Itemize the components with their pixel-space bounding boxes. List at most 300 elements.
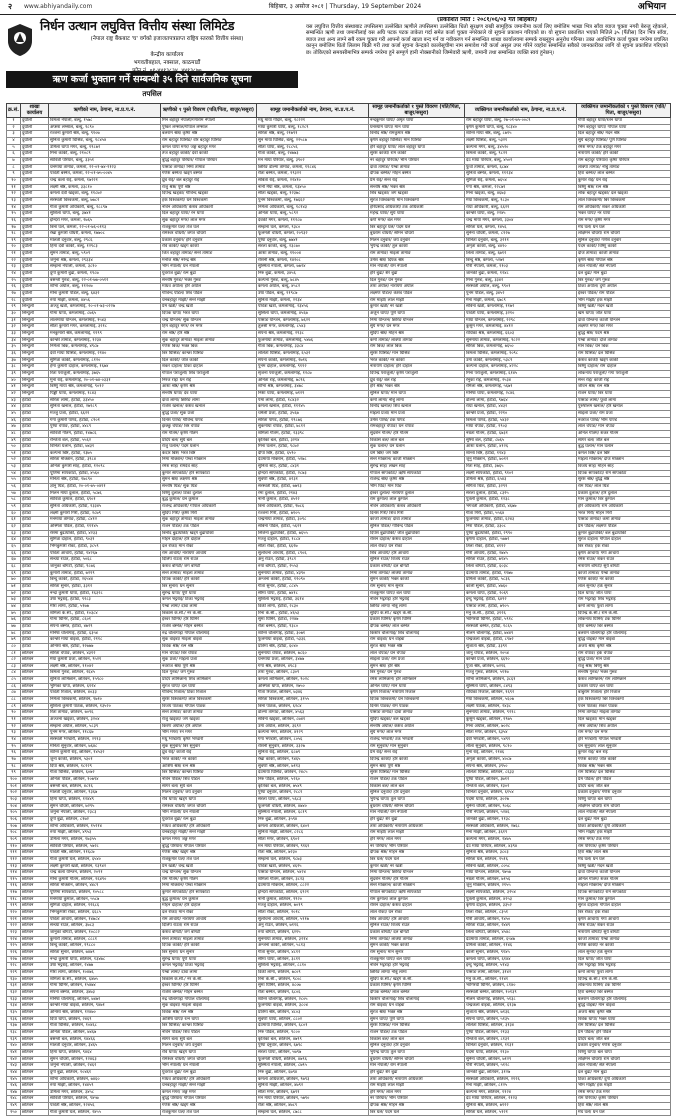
table-cell: छतिवन: [21, 697, 49, 704]
table-cell: बलराम श्रेष्ठ/ कृष्ण श्रेष्ठ: [161, 131, 257, 138]
table-cell: १४३: [7, 1063, 21, 1070]
table-cell: बिर रोका/ हर्क रोका: [577, 910, 671, 917]
table-cell: १४४: [7, 1069, 21, 1076]
table-cell: अमृता कार्की, बल्दु, ४४१०: [465, 244, 577, 251]
table-cell: कर्मा लामा/ फुर्वा लामा: [577, 603, 671, 610]
table-cell: राम माझी/ लाल माझी: [369, 297, 465, 304]
table-cell: मधु भण्डारी/ कृष्ण भण्डारी: [161, 737, 257, 744]
table-cell: भरत कार्की/ नर कार्की: [369, 357, 465, 364]
table-cell: छतिवन: [21, 763, 49, 770]
table-cell: सिन्धुली: [21, 337, 49, 344]
table-cell: लोकनाथ घिमिरे/ टंक घिमिरे: [577, 983, 671, 990]
table-cell: सुरेश घिसिङ/ मान घिसिङ: [369, 770, 465, 777]
table-cell: भक्त थापा/ नर थापा: [577, 211, 671, 218]
table-cell: केशव कार्की/ खड्ग कार्की: [577, 357, 671, 364]
table-cell: ६७: [7, 557, 21, 564]
table-cell: मान चेपाङ/ बिर चेपाङ: [161, 650, 257, 657]
table-cell: राजन थापा/ बिर थापा: [577, 390, 671, 397]
table-cell: राजेश बस्नेत/ मोहन बस्नेत: [161, 989, 257, 996]
table-cell: छतिवन: [21, 1009, 49, 1016]
table-cell: अस्मिता पौडेल, हेटौंडा, १११४५: [49, 524, 161, 531]
table-cell: जानुका बोगटी, हेटौंडा, ९८७६: [49, 563, 161, 570]
table-cell: दिपक थापा/ भरत थापा: [161, 311, 257, 318]
table-cell: ललिता घिसिङ, कमलामाई, ६५३२: [257, 350, 369, 357]
table-cell: सीता खड्का, बल्दु, १२३७८: [257, 191, 369, 198]
table-cell: १५०: [7, 1109, 21, 1116]
table-cell: ९९: [7, 770, 21, 777]
table-cell: माइला मोक्तान/ दोर्जे मोक्तान: [577, 883, 671, 890]
table-cell: दुधौली: [21, 271, 49, 278]
table-cell: पदमा थापा, छतिवन, २१३०: [465, 1049, 577, 1056]
table-cell: सुनिल दनुवार/ हरि दनुवार: [369, 1043, 465, 1050]
table-cell: कान्छी थापा, बल्दु, २२४५: [465, 211, 577, 218]
table-cell: शर्मिला के.सी., छतिवन, ६४७५: [49, 976, 161, 983]
table-cell: सुरेन्द्र थापा/ पूर्ण थापा: [161, 590, 257, 597]
table-cell: हेटौंडा: [21, 437, 49, 444]
table-cell: रोशन दाहाल/ केशव दाहाल: [369, 903, 465, 910]
table-cell: छतिवन: [21, 743, 49, 750]
table-cell: कमला अधिकारी, छतिवन, ९७९३: [257, 1076, 369, 1083]
table-cell: हिमा देवी कार्की, बल्दु, १२९८३: [49, 244, 161, 251]
table-cell: पुष्पा बुढाथोकी, हेटौंडा, २९९०: [465, 530, 577, 537]
table-cell: सरिता मोक्तान, छतिवन, ४४८९: [49, 883, 161, 890]
table-cell: छतिवन: [21, 950, 49, 957]
table-row: [7, 377, 671, 384]
table-cell: रञ्जना कुमारी श्रेष्ठ, बल्दु, ९१०७: [49, 131, 161, 138]
table-cell: निमा तामाङ/ लाक्पा तामाङ: [369, 936, 465, 943]
table-cell: सीता रोका, छतिवन, २०१८: [257, 910, 369, 917]
table-cell: हेटौंडा: [21, 563, 49, 570]
table-cell: ११८: [7, 896, 21, 903]
table-cell: प्रकाश बोगटी/ दल बोगटी: [369, 563, 465, 570]
table-cell: सुनिता खनाल, हेटौंडा, २७१८९: [49, 404, 161, 411]
table-cell: कर्मा तामाङ/ लाक्पा तामाङ: [369, 337, 465, 344]
table-cell: विनोद खनाल/ शिव खनाल: [369, 404, 465, 411]
table-cell: छतिवन: [21, 970, 49, 977]
table-cell: सिन्धुली: [21, 390, 49, 397]
table-cell: गणेश कार्की/ नर कार्की: [577, 577, 671, 584]
table-cell: मनोज श्रेष्ठ/ नरेन्द्र श्रेष्ठ: [161, 257, 257, 264]
table-cell: सावित्री गौतम, हेटौंडा, १४७८६: [49, 430, 161, 437]
table-cell: बाबुराम रिजाल/ हरि रिजाल: [577, 690, 671, 697]
table-cell: सन्ते तामाङ/ काजी तामाङ: [161, 710, 257, 717]
table-cell: ७८: [7, 630, 21, 637]
table-cell: उषा पौडेल, बल्दु, ११९८७: [257, 291, 369, 298]
column-header: व्यक्तिगत जमानीकर्ताको नाम, ठेगाना, ना.प्र.प.नं.: [465, 104, 577, 118]
table-cell: रमेश मगर/ टेक बहादुर मगर: [577, 144, 671, 151]
table-cell: छतिवन: [21, 1076, 49, 1083]
table-cell: दिपक विश्वकर्मा/ धन विश्वकर्मा: [369, 697, 465, 704]
table-cell: सुलोचना आचार्य, हेटौंडा, ८९०६: [257, 550, 369, 557]
table-cell: रामेश्वर चौधरी/ जगत चौधरी: [161, 1056, 257, 1063]
table-cell: मञ्जु दाहाल, हेटौंडा, १८८४: [257, 537, 369, 544]
table-cell: सन्तोष गुरुङ/ भक्त गुरुङ: [577, 670, 671, 677]
table-cell: दिपेन्द्र खड्का/ गोविन्द खड्का: [161, 191, 257, 198]
table-cell: मीना कुमारी पौडेल, बल्दु, ६४३२: [49, 291, 161, 298]
table-cell: नर बहादुर परियार/ भीम परियार: [369, 157, 465, 164]
table-cell: दीपक बस्नेत/ लाल बस्नेत: [369, 623, 465, 630]
table-cell: उमा कार्की, कमलामाई, ५३८९: [465, 357, 577, 364]
table-cell: छतिवन: [21, 989, 49, 996]
table-cell: दावा योन्जन/ काजी योन्जन: [577, 870, 671, 877]
table-cell: १०४: [7, 803, 21, 810]
table-cell: गीता सुनार, हेटौंडा, ८८४५: [257, 583, 369, 590]
table-cell: रमेश मगर/ टेक मगर: [577, 836, 671, 843]
table-cell: बुद्धि वाइबा/ मान वाइबा: [577, 1003, 671, 1010]
table-cell: रामबहादुर चेपाङ/ धन चेपाङ: [369, 424, 465, 431]
table-row: [7, 590, 671, 597]
table-cell: दिनेश पाण्डे/ गोविन्द पाण्डे: [161, 417, 257, 424]
table-cell: कुमारी तामाङ, हेटौंडा, ७२१९: [49, 570, 161, 577]
table-cell: नानी कुमाल, हेटौंडा, ४५२२: [257, 497, 369, 504]
table-row: [7, 450, 671, 457]
table-cell: छतिवन: [21, 1089, 49, 1096]
table-cell: कुमार खत्री/ नर खत्री: [369, 863, 465, 870]
table-cell: डिकी लामा, छतिवन, ७८०९: [257, 970, 369, 977]
table-cell: राम श्रेष्ठ/ हरि श्रेष्ठ: [161, 331, 257, 338]
table-cell: ७: [7, 157, 21, 164]
table-cell: विवेक श्रेष्ठ/ रत्न श्रेष्ठ: [161, 643, 257, 650]
table-cell: सुरेश कार्की/ राम कार्की: [369, 151, 465, 158]
table-cell: प्रकाश दनुवार/ हरि दनुवार: [161, 237, 257, 244]
table-cell: विनोद श्रेष्ठ/ रामकुमार श्रेष्ठ: [369, 131, 465, 138]
table-cell: सरिता घले, छतिवन, ५१२१: [465, 1109, 577, 1116]
table-row: [7, 723, 671, 730]
table-cell: १३४: [7, 1003, 21, 1010]
table-cell: दुधौली: [21, 251, 49, 258]
table-row: [7, 1103, 671, 1110]
table-cell: छतिवन: [21, 1043, 49, 1050]
table-cell: सुनिल राउत/ विजय राउत: [369, 923, 465, 930]
table-cell: काजी तामाङ/ दावा तामाङ: [369, 517, 465, 524]
table-cell: राम चेपाङ/ हर्क चेपाङ: [577, 650, 671, 657]
table-cell: छतिवन: [21, 1063, 49, 1070]
table-cell: मोहन दाहाल/ हरि दाहाल: [161, 903, 257, 910]
table-cell: देउमाया घिसिङ, छतिवन, २४८५: [257, 770, 369, 777]
table-cell: कमला लामिछाने, छतिवन, ९०२८: [257, 677, 369, 684]
table-cell: टिका अधिकारी/ दुर्गा अधिकारी: [577, 823, 671, 830]
table-cell: सरिता घले, छतिवन, १५१६: [465, 856, 577, 863]
table-row: [7, 171, 671, 178]
table-cell: दुधौली: [21, 204, 49, 211]
table-cell: छतिवन: [21, 923, 49, 930]
table-row: [7, 930, 671, 937]
table-cell: सरिता पाण्डे, हेटौंडा, १९८७६: [257, 417, 369, 424]
table-cell: १३३: [7, 996, 21, 1003]
table-cell: देउ माया परियार, छतिवन, २१२३: [465, 1096, 577, 1103]
table-cell: भीम मगर/ रन मगर: [161, 730, 257, 737]
table-cell: हेटौंडा: [21, 470, 49, 477]
table-cell: तिला रोका, छतिवन, ८३५१: [465, 910, 577, 917]
table-cell: १०६: [7, 816, 21, 823]
table-cell: रन्जिता बल, छतिवन, ८१३२: [465, 1036, 577, 1043]
table-cell: हर्क विश्वकर्मा/ बिर विश्वकर्मा: [577, 697, 671, 704]
table-cell: लक्ष्मी कुमारी गिरी, हेटौंडा, २८७९: [49, 510, 161, 517]
table-cell: प्रमिला कार्की, हेटौंडा, ५८३६: [465, 577, 577, 584]
table-row: [7, 151, 671, 158]
table-cell: बलराम चौलागाईं/ हरि चौलागाईं: [577, 630, 671, 637]
table-cell: लिला बोगटी, छतिवन, ४५४८: [465, 930, 577, 937]
table-cell: दीपक बस्नेत/ मोहन बस्नेत: [369, 171, 465, 178]
table-row: [7, 910, 671, 917]
table-cell: कल्पना दाहाल, कमलामाई, ४२२८: [465, 364, 577, 371]
table-cell: युवराज बुढा/ रत्न बुढा: [161, 1069, 257, 1076]
table-cell: शान्ति कुमारी राई, छतिवन, १४५३२: [49, 750, 161, 757]
table-cell: सुनिता राई, छतिवन, ६८७९: [257, 750, 369, 757]
table-cell: प्रेम पौडेल/ हरि पौडेल: [577, 776, 671, 783]
table-cell: पुष्पा पौडेल, छतिवन, ३७१२: [465, 776, 577, 783]
table-cell: भीम नेपाली/ धन नेपाली: [161, 810, 257, 817]
table-cell: राम सुनुवार/ मान सुनुवार: [369, 743, 465, 750]
table-cell: मान नेपाली/ राम नेपाली: [369, 1063, 465, 1070]
table-cell: १४: [7, 204, 21, 211]
table-cell: बुद्धि श्रेष्ठ/ पदम श्रेष्ठ: [577, 331, 671, 338]
table-cell: अनिता पौडेल, छतिवन, १०७९४: [49, 776, 161, 783]
table-cell: लक्ष्मी श्रेष्ठ, कमला, ३३८१०: [49, 184, 161, 191]
table-row: [7, 630, 671, 637]
table-cell: मान कुमाल/ बिर कुमाल: [577, 896, 671, 903]
table-cell: सरला थापा, छतिवन, ५६८३: [257, 796, 369, 803]
table-cell: रीता बस्नेत, हेटौंडा, ९३८०: [257, 623, 369, 630]
org-office: केन्द्रीय कार्यालय: [150, 52, 184, 58]
table-cell: लालमाया योन्जन, कमलामाई, १५४३: [49, 317, 161, 324]
table-cell: चन्द्र कला योन्जन, छतिवन, २०९१: [49, 870, 161, 877]
table-cell: सपना बस्नेत, हेटौंडा, ४७२९: [49, 623, 161, 630]
table-cell: धन सुनुवार/ लाल सुनुवार: [577, 743, 671, 750]
table-cell: सुमा घिमिरे, हेटौंडा, २२४७: [257, 617, 369, 624]
table-cell: सरिता बिक, कमलामाई, ७६५०: [465, 344, 577, 351]
table-cell: ध्रुव राई/ बल बहादुर राई: [161, 177, 257, 184]
table-cell: राम मगर/ धन मगर: [577, 730, 671, 737]
table-cell: सुक घलान/ धन घलान: [369, 444, 465, 451]
table-cell: सरस्वती भण्डारी, छतिवन, २९१३: [49, 737, 161, 744]
table-cell: सुर्य बहादुर घिसिङ/ पूर्ण घिसिङ: [577, 137, 671, 144]
table-cell: सुमित्रा राई, कमला, ७६५४: [465, 177, 577, 184]
table-cell: सबिता राई, कमला, २२४१०: [257, 177, 369, 184]
table-cell: उमेश श्रेष्ठ/ दिपक श्रेष्ठ: [369, 257, 465, 264]
table-cell: शान्ति माया श्रेष्ठ, बल्दु, ८७१५: [465, 131, 577, 138]
table-cell: गीता बिक, कमलामाई, ३३८४: [257, 344, 369, 351]
table-row: [7, 963, 671, 970]
table-cell: ५३: [7, 464, 21, 471]
table-cell: पार्वती थापा, कमलामाई, ३२१०: [465, 311, 577, 318]
table-cell: हेटौंडा: [21, 490, 49, 497]
table-cell: २३: [7, 264, 21, 271]
table-cell: राम माझी/ लाल माझी: [369, 1083, 465, 1090]
table-cell: तिला रोका, हेटौंडा, ४११२: [465, 544, 577, 551]
table-cell: मिन बहादुर नेपाली/गंगाराम नेपाली: [161, 118, 257, 125]
table-cell: सम्झना घले, छतिवन, ९८७३: [257, 856, 369, 863]
table-cell: हेटौंडा: [21, 484, 49, 491]
table-cell: राम माझी/ लाल माझी: [369, 830, 465, 837]
table-cell: केशव लामिछाने/ राम लामिछाने: [577, 677, 671, 684]
table-cell: १२०: [7, 910, 21, 917]
table-cell: १२९: [7, 970, 21, 977]
table-cell: बिष्णु खत्री/ मदन खत्री: [577, 863, 671, 870]
table-cell: सुस्मिता नेपाली, छतिवन, ८७९५: [257, 1063, 369, 1070]
table-cell: सुलोचना आचार्य, छतिवन, ५११७: [257, 916, 369, 923]
table-cell: गीता सुनार, छतिवन, ४८१२: [257, 950, 369, 957]
table-cell: छिरिङ लामा/ नोर्बु लामा: [369, 603, 465, 610]
table-cell: माया योन्जन, छतिवन, ९७५७: [465, 870, 577, 877]
table-cell: मेघ घले/ धन घले: [577, 224, 671, 231]
table-cell: १३२: [7, 989, 21, 996]
table-cell: छतिवन: [21, 843, 49, 850]
table-cell: पुष्कर लम्साल/गोपाल लम्साल: [161, 124, 257, 131]
table-cell: पूर्णिमा सापकोटा, छतिवन, १०५८८: [49, 890, 161, 897]
table-row: [7, 197, 671, 204]
table-cell: देवी माया घिसिङ, कमलामाई, २१४०: [49, 350, 161, 357]
table-cell: गीता कुमारी घले, छतिवन, ६५४०: [49, 856, 161, 863]
table-cell: दुधौली: [21, 124, 49, 131]
table-cell: छतिवन: [21, 856, 49, 863]
table-cell: पासाङ योन्जन, कमलामाई, ७६२१: [257, 317, 369, 324]
table-cell: ५१: [7, 450, 21, 457]
table-cell: सरस्वती बस्नेत, छतिवन, १०१३९: [465, 989, 577, 996]
table-cell: दुधौली: [21, 291, 49, 298]
table-cell: रमेश साह/ रामदेव साह: [161, 464, 257, 471]
table-row: [7, 903, 671, 910]
table-row: [7, 357, 671, 364]
table-cell: सुनिता श्रेष्ठ, छतिवन, ७१२२: [465, 1103, 577, 1110]
table-cell: माया योन्जन, कमलामाई, २२९८: [465, 317, 577, 324]
table-cell: सिर्जना बुढाथोकी, हेटौंडा, ७६५५: [257, 530, 369, 537]
table-cell: विनिता दनुवार, छतिवन, ११३१: [465, 1043, 577, 1050]
table-row: [7, 876, 671, 883]
table-cell: विजय साह/ मोहन साह: [577, 464, 671, 471]
table-row: [7, 444, 671, 451]
table-cell: बुद्धि परियार/ गोपाल परियार: [161, 1096, 257, 1103]
table-cell: शिव आचार्य/ हरि आचार्य: [369, 916, 465, 923]
table-row: [7, 177, 671, 184]
table-cell: नविन पौडेल/ शिव पौडेल: [161, 1029, 257, 1036]
table-cell: पुनम विश्वकर्मा, बल्दु, १७६६२: [257, 197, 369, 204]
table-cell: राम मगर/ कृष्ण मगर: [577, 217, 671, 224]
table-cell: ९६: [7, 750, 21, 757]
table-cell: गोपाल सापकोटा/ ऋषि सापकोटा: [369, 470, 465, 477]
table-cell: ३६: [7, 350, 21, 357]
table-cell: सुनिता श्रेष्ठ, छतिवन, ३८०३: [465, 850, 577, 857]
table-cell: रमेश राउत/ शंकर राउत: [577, 557, 671, 564]
table-cell: शर्मिला के.सी., हेटौंडा, १०३८४: [49, 610, 161, 617]
table-cell: राम बिक/ लाल बिक: [369, 344, 465, 351]
table-cell: सावित्री परियार, छतिवन, ९४५७: [49, 1096, 161, 1103]
table-cell: रुद्र चौलागाईं/ गोपाल चौलागाईं: [161, 996, 257, 1003]
column-header: सामूह जमानीकर्ताको नाम, ठेगाना, ना.प्र.प.नं.: [257, 104, 369, 118]
table-row: [7, 437, 671, 444]
table-cell: सुमन चौधरी, छतिवन, १२४६३: [49, 1056, 161, 1063]
table-cell: निरु पौडेल, छतिवन, ९८००: [257, 1029, 369, 1036]
table-row: [7, 670, 671, 677]
table-cell: जानुका बोगटी, छतिवन, १०८८२: [49, 930, 161, 937]
table-cell: सरस्वती विश्वकर्मा, बल्दु, ७७८२: [49, 197, 161, 204]
table-cell: निरा पौडेल, हेटौंडा, ३३०८: [465, 524, 577, 531]
table-cell: राम सुनार/ मान सुनार: [369, 950, 465, 957]
table-row: [7, 1003, 671, 1010]
table-cell: विनिता दनुवार, बल्दु, ३२११: [465, 237, 577, 244]
table-cell: पूर्णिमा सापकोटा, हेटौंडा, ४५६०: [49, 470, 161, 477]
table-cell: कमला अधिकारी, छतिवन, ६४०१: [257, 823, 369, 830]
table-cell: पुष्पा दनुवार, छतिवन, २८८१: [257, 790, 369, 797]
table-cell: राम घिसिङ/ दल घिसिङ: [577, 1023, 671, 1030]
table-cell: ललिता घिसिङ, छतिवन, ३१३४: [465, 1023, 577, 1030]
table-cell: सीता थापा, बल्दु, २८८५६: [257, 144, 369, 151]
table-cell: पुष्पा चेपाङ, हेटौंडा, ४४८९: [49, 424, 161, 431]
table-cell: मनमाया कुमाल, छतिवन, ५५८७: [49, 896, 161, 903]
table-cell: हेटौंडा: [21, 577, 49, 584]
table-cell: २०: [7, 244, 21, 251]
table-cell: किरण अर्याल/ हरि अर्याल: [161, 723, 257, 730]
table-cell: बिमला कार्की, बल्दु, ९८२१: [465, 151, 577, 158]
table-cell: कमल भट्टराई/ टिका भट्टराई: [161, 597, 257, 604]
table-cell: ४३: [7, 397, 21, 404]
table-cell: प्रमिला कार्की, छतिवन, २१४६: [465, 943, 577, 950]
table-cell: दुधौली: [21, 211, 49, 218]
table-cell: हरि बुढा/ शेर बुढा: [369, 271, 465, 278]
table-cell: छतिवन: [21, 983, 49, 990]
table-cell: सविना खत्री, कमलामाई, ११७२: [465, 304, 577, 311]
table-row: [7, 989, 671, 996]
table-cell: जुनु मोक्तान, छतिवन, २१५५: [465, 883, 577, 890]
table-cell: विष्णु थापा/ बल थापा: [577, 796, 671, 803]
table-cell: पुतली कुमाल, हेटौंडा, १२३८: [465, 497, 577, 504]
table-cell: जुनु मोक्तान, हेटौंडा, ७०१२: [465, 457, 577, 464]
table-cell: ७५: [7, 610, 21, 617]
table-cell: राम थिङ/ लाल थिङ: [577, 484, 671, 491]
table-cell: दिपा थापा, छतिवन, २४६९: [49, 1016, 161, 1023]
table-cell: निमा मोक्तान/ पेम्बा मोक्तान: [161, 457, 257, 464]
table-cell: चमेली प्रजा, हेटौंडा, ३५६७: [257, 410, 369, 417]
table-cell: पेम्बा तामाङ/ दोर्जे तामाङ: [577, 337, 671, 344]
table-cell: लोक बहादुर खड्का/ दल खड्का: [577, 191, 671, 198]
table-cell: सिन्धुली: [21, 317, 49, 324]
table-cell: आशा घलान, हेटौंडा, ४१२६: [465, 444, 577, 451]
table-cell: गोविन्द पौडेल/ शिव पौडेल: [161, 291, 257, 298]
table-row: [7, 890, 671, 897]
notice-title: ऋण कर्जा भुक्तान गर्ने सम्बन्धी ३५ दिने सार्वजनिक सूचना: [6, 71, 298, 88]
table-cell: चन्द्र माया मगर, कमला, ३३०४: [465, 217, 577, 224]
table-row: [7, 683, 671, 690]
table-cell: बिन्दु कार्की, छतिवन, १९८८०: [49, 943, 161, 950]
table-cell: १२६: [7, 950, 21, 957]
table-cell: पुनम मगर, छतिवन, ११८६७: [49, 730, 161, 737]
table-cell: राम घिसिङ/ दल घिसिङ: [577, 770, 671, 777]
table-cell: जानु चेपाङ, छतिवन, २०५४: [465, 650, 577, 657]
table-cell: जमुना श्रेष्ठ, कमला, २९३३४: [49, 257, 161, 264]
table-cell: पुष्पा पौडेल, छतिवन, २१३३: [465, 1029, 577, 1036]
table-row: [7, 883, 671, 890]
table-row: [7, 550, 671, 557]
table-row: [7, 803, 671, 810]
table-cell: डिकी लामा, हेटौंडा, २८३०: [257, 603, 369, 610]
table-cell: सम्झना घले, छतिवन, ८७८८: [257, 1109, 369, 1116]
table-row: [7, 311, 671, 318]
table-cell: प्रकाश घिमिरे/ कृष्ण घिमिरे: [369, 983, 465, 990]
table-row: [7, 324, 671, 331]
table-row: [7, 350, 671, 357]
table-cell: राजेन्द्र श्रेष्ठ/ कृष्ण श्रेष्ठ: [369, 477, 465, 484]
table-cell: छतिवन: [21, 717, 49, 724]
table-cell: ८८: [7, 697, 21, 704]
table-cell: मिलन माया दुलाल, हेटौंडा, ५८७६: [49, 490, 161, 497]
table-cell: मेघ घले/ धन घले: [577, 1109, 671, 1116]
table-cell: मिलन दनुवार/ जय दनुवार: [369, 237, 465, 244]
table-cell: विष्णु थापा/ बल थापा: [577, 1049, 671, 1056]
table-cell: ५४: [7, 470, 21, 477]
table-cell: शोभा अधिकारी, छतिवन, १५२१४: [49, 823, 161, 830]
table-row: [7, 1049, 671, 1056]
table-cell: राम आचार्य/ नारायण आचार्य: [161, 550, 257, 557]
